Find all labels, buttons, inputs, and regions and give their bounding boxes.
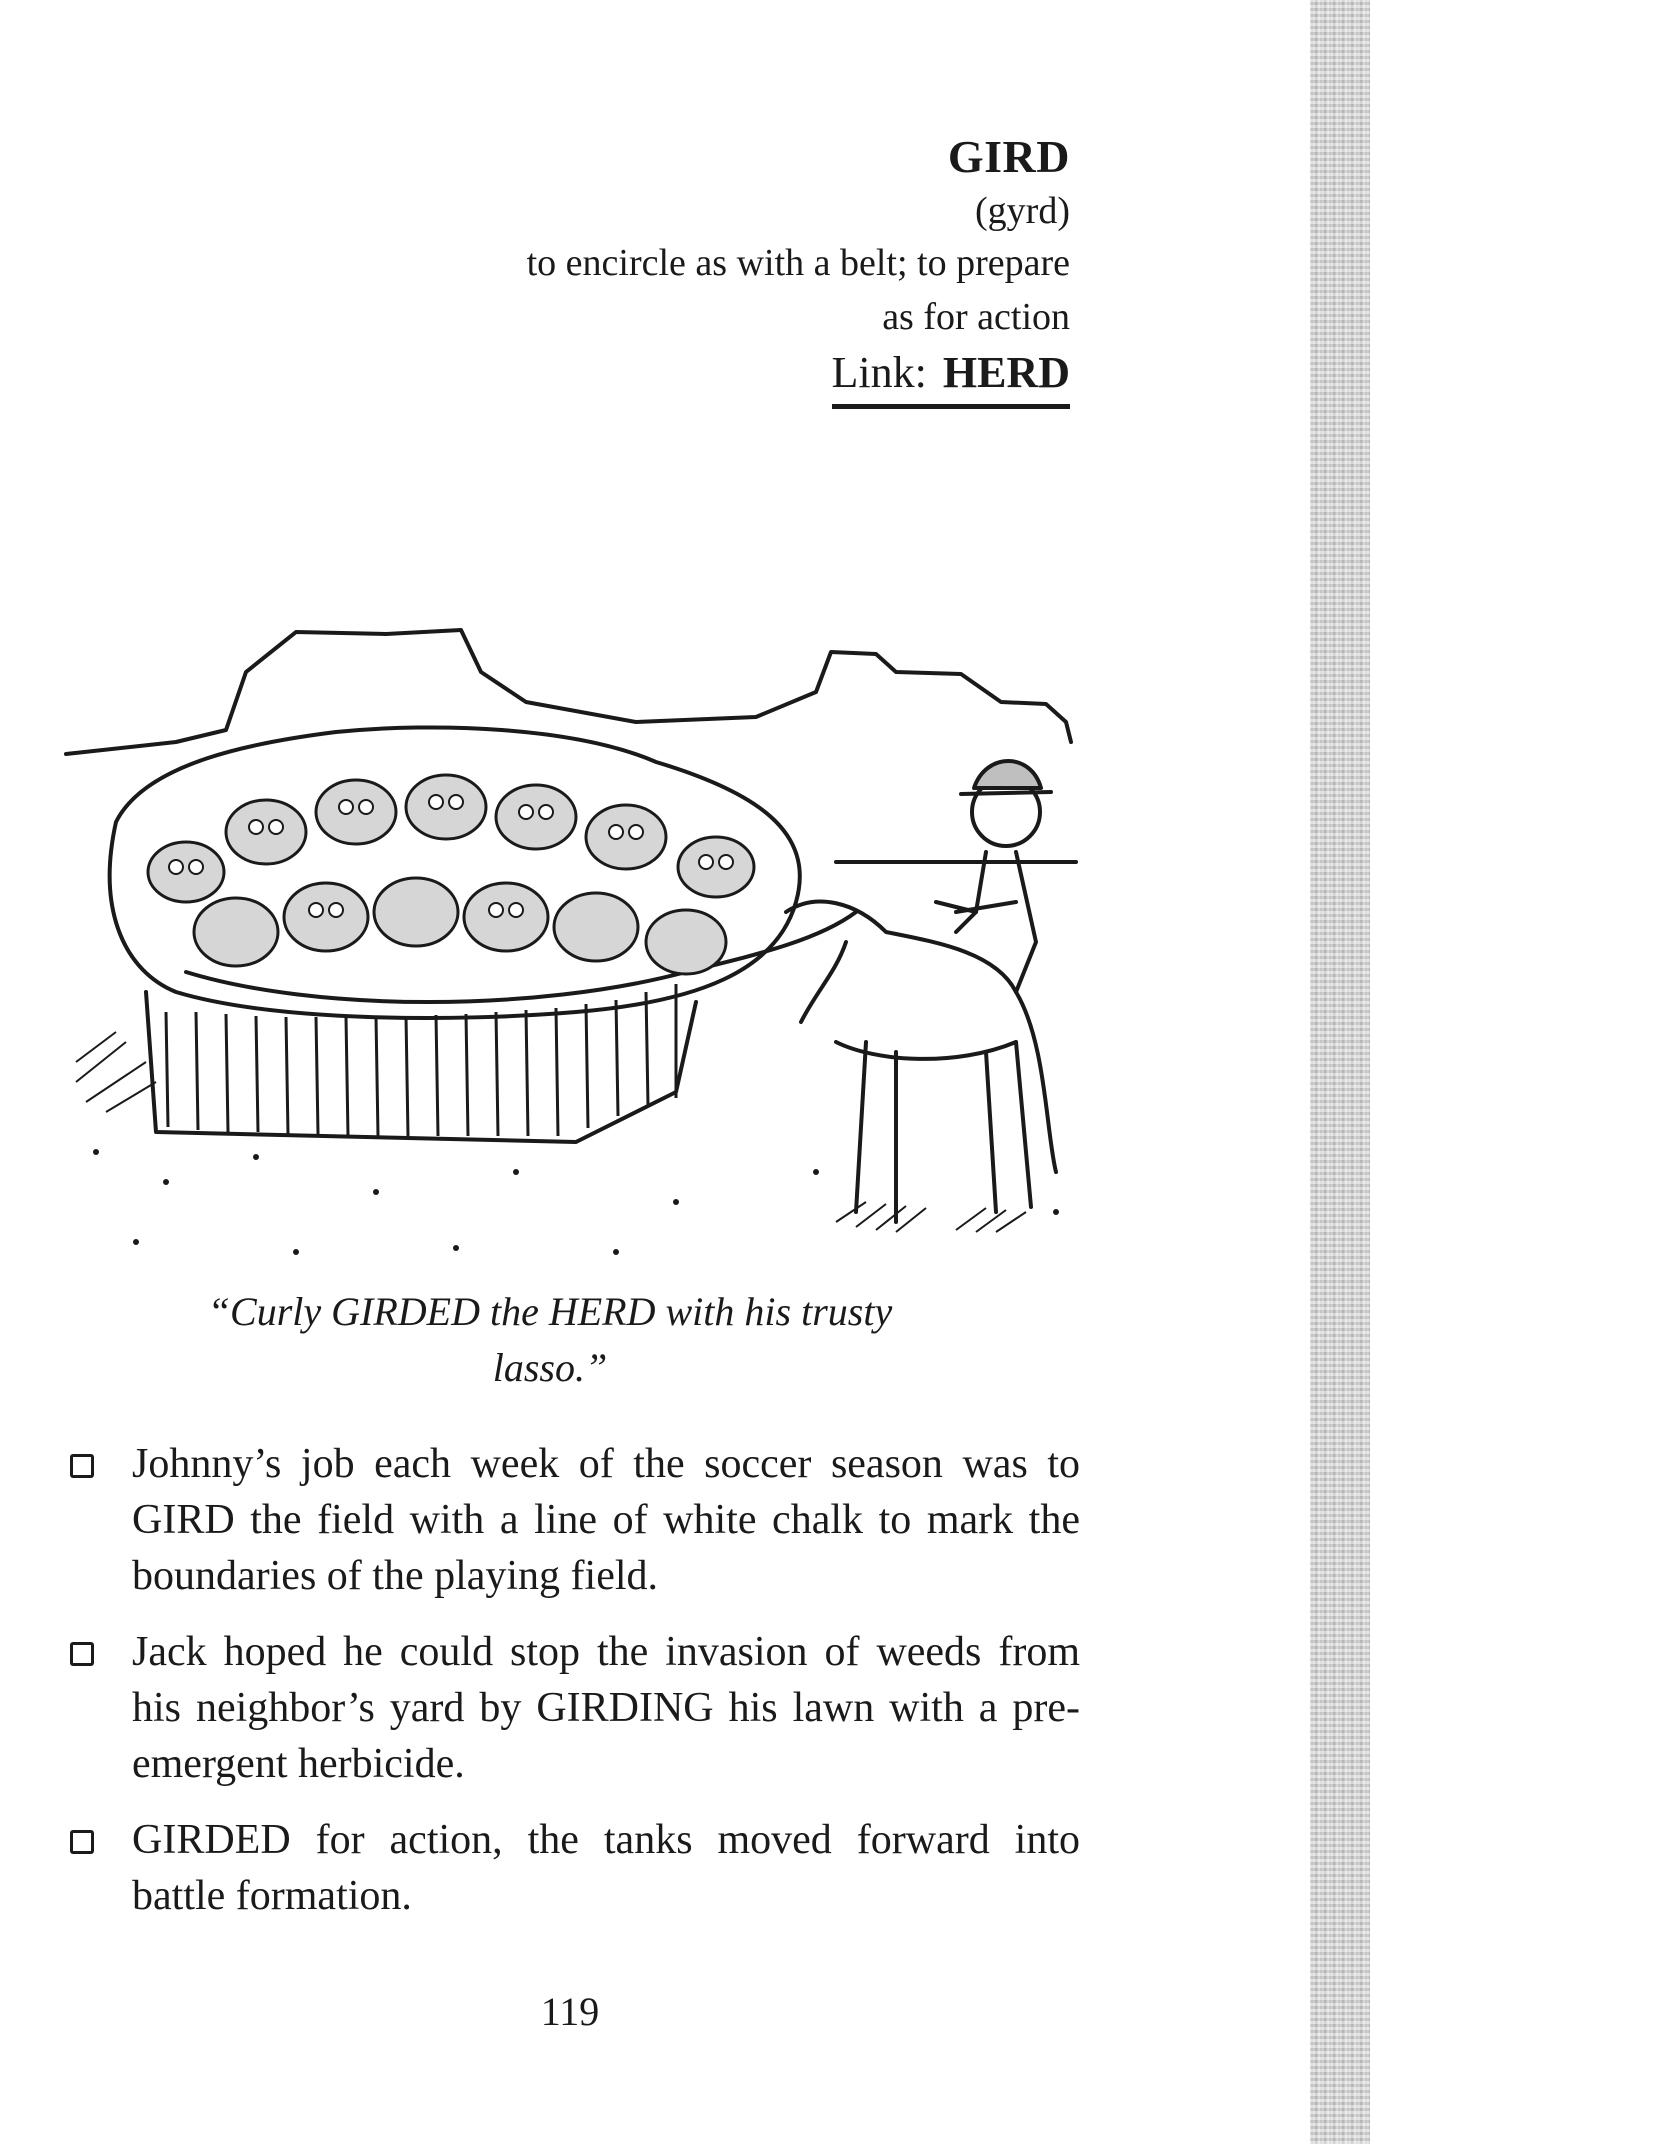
checkbox-icon bbox=[70, 1830, 94, 1854]
example-item bbox=[62, 1812, 1080, 1924]
page-number: 119 bbox=[540, 1989, 600, 2034]
ground-dots bbox=[93, 1149, 1059, 1255]
illustration-caption: “Curly GIRDED the HERD with his trusty lasso.” bbox=[207, 1289, 893, 1390]
example-sentences bbox=[62, 1436, 1080, 1944]
checkbox-icon bbox=[70, 1642, 94, 1666]
example-item bbox=[62, 1624, 1080, 1792]
entry-definition: to encircle as with a belt; to prepare as for action bbox=[526, 242, 1070, 338]
entry-word: GIRD bbox=[947, 131, 1070, 182]
example-item bbox=[62, 1436, 1080, 1604]
mesa-outline bbox=[66, 630, 1071, 754]
link-label: Link: bbox=[831, 348, 927, 397]
link-word: HERD bbox=[942, 348, 1070, 397]
cartoon-illustration bbox=[56, 612, 1086, 1282]
entry-pronunciation: (gyrd) bbox=[975, 190, 1070, 232]
example-text: GIRDED for action, the tanks moved forward into battle formation. bbox=[132, 1817, 1080, 1919]
entry-header bbox=[510, 128, 1070, 409]
book-spine-shadow bbox=[1310, 0, 1370, 2144]
cowboy-on-horse bbox=[786, 761, 1056, 1222]
example-text: Jack hoped he could stop the invasion of weeds from his neighbor’s yard by GIRDING his lawn with a pre-emergent herbicide. bbox=[132, 1629, 1080, 1787]
checkbox-icon bbox=[70, 1454, 94, 1478]
example-text: Johnny’s job each week of the soccer season was to GIRD the field with a line of white chalk to mark the boundaries of the playing field. bbox=[132, 1441, 1080, 1599]
link-line bbox=[832, 344, 1070, 409]
